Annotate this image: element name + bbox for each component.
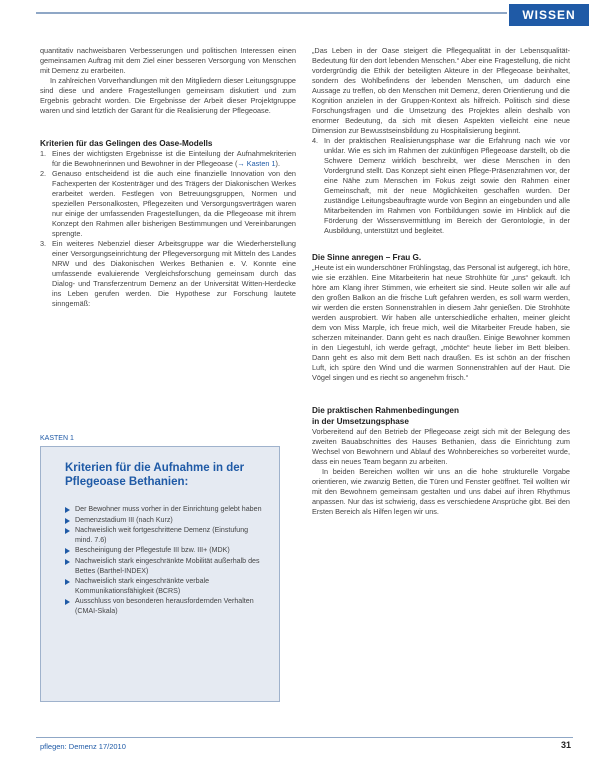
left-column: [40, 46, 296, 309]
item-number: 1.: [40, 149, 47, 158]
triangle-bullet-icon: [65, 599, 70, 605]
box-item: [65, 516, 265, 526]
box-reference-link[interactable]: → Kasten 1: [237, 159, 276, 168]
item-text: In der praktischen Realisierungsphase war die Erfahrung nach wie vor unklar. Wie es sich im Rahmen der zukünftigen Pflegeoase darstellt, ob die Schwere Demenz wirklich beschreibt, wer diese Menschen in den Vordergrund stellt. Das Konzept sieht einen Pflege-Präsenzrahmen vor, der eine Nähe zum Menschen im Fokus zeigt sowie den Rahmen einer Gemeinschaft, mit der neue Möglichkeiten geschaffen wurden. Der zuständige Leitungsbeauftragte wurde von Beginn an eingebunden und alle Mitarbeitenden im Rahmen von Fortbildungen sowie im Hinblick auf die Förderung der Wissensvermittlung im Bereich der Gerontologie, in der Ausbildung, unterstützt und begleitet.: [324, 136, 570, 235]
box-item: [65, 505, 265, 515]
box-item-text: Bescheinigung der Pflegestufe III bzw. III+ (MDK): [75, 546, 230, 555]
box-item: [65, 577, 265, 596]
framework-heading-line-1: Die praktischen Rahmenbedingungen: [312, 406, 459, 415]
box-item-text: Der Bewohner muss vorher in der Einrichtung gelebt haben: [75, 505, 262, 513]
box-title: Kriterien für die Aufnahme in der Pflegeoase Bethanien:: [65, 462, 245, 488]
criteria-item-2: [40, 169, 296, 239]
framework-heading-line-2: in der Umsetzungsphase: [312, 417, 409, 426]
journal-footer: pflegen: Demenz 17/2010: [40, 742, 126, 751]
criteria-item-3: [40, 239, 296, 309]
box-item: [65, 597, 265, 616]
item-text: Genauso entscheidend ist die auch eine finanzielle Innovation von den Fachexperten der Kostenträger und des Trägers der Diakonischen Werkes erarbeitet werden. Festlegen von Betreuungsgruppen, Normen und speziellen Personalkosten, Pflegezeiten und Versorgungsverträgen waren nur einige der umfassenden Fragestellungen, da die Pflegeoase mit ihrem Konzept den Rahmen aller bisherigen Bestimmungen und Vereinbarungen sprengte.: [52, 169, 296, 238]
item-text: Ein weiteres Nebenziel dieser Arbeitsgruppe war die Wiederherstellung einer Versorgungseinrichtung der Pflegeversorgung mit Mitteln des Landes NRW und des Diakonischen Werkes Bethanien e. V. Konnte eine umfassende evaluierende Vergleichsforschung gemeinsam durch das Dialog- und Transferzentrum Demenz an der Universität Witten-Herdecke ins Leben gerufen werden. Die Hypothese zur Forschung lautete sinngemäß:: [52, 239, 296, 308]
criteria-list-continued: [312, 136, 570, 236]
right-paragraph-3: Vorbereitend auf den Betrieb der Pflegeoase zeigt sich mit der Belegung des zweiten Bauabschnittes des Hauses Bethanien, dass die Einrichtung zum Wechsel von Bewohnern und Ablauf des Wohnbereiches so vorbereitet wurde, dass ein neues Team begann zu arbeiten.: [312, 427, 570, 466]
triangle-bullet-icon: [65, 559, 70, 565]
box-item-text: Ausschluss von besonderen herausfordernden Verhalten (CMAI-Skala): [75, 597, 254, 615]
box-item: [65, 526, 265, 545]
admission-criteria-box: [40, 446, 280, 702]
box-item: [65, 557, 265, 576]
senses-quote: „Heute ist ein wunderschöner Frühlingstag, das Personal ist aufgeregt, ich höre, wie sie erzählen. Eine Mitarbeiterin hat neue Strohhüte für „uns“ gekauft. Ich höre am Klang ihrer Stimmen, wie erheitert sie sind. Heute sollen wir alle auf den großen Balkon an die frische Luft gefahren werden, es soll warm werden, wir werden die ersten Sonnenstrahlen in diesem Jahr genießen. Die Strohhüte werden ausprobiert. Wir haben alle unterschiedliche erhalten, meiner gleicht dem von Miss Marple, ich freue mich, weil die Mitarbeiter Freude haben, sie scherzen miteinander. Dann geht es nach draußen. Einige Bewohner kommen in den Liegestuhl, ich werde gefragt, „möchte“ heute lieber im Bett bleiben. Dann geht es also mit dem Bett nach draußen. Es ist schön an der frischen Luft, ich spüre den Wind und die warmen Sonnenstrahlen auf der Haut. Die Vögel singen und es riecht so angenehm frisch.“: [312, 263, 570, 382]
item-number: 3.: [40, 239, 47, 248]
triangle-bullet-icon: [65, 518, 70, 524]
right-column: [312, 46, 570, 517]
triangle-bullet-icon: [65, 507, 70, 513]
criteria-heading: Kriterien für das Gelingen des Oase-Modells: [40, 139, 213, 148]
triangle-bullet-icon: [65, 579, 70, 585]
criteria-item-1: [40, 149, 296, 169]
item-text-end: ).: [275, 159, 280, 168]
right-paragraph-4: In beiden Bereichen wollten wir uns an die hohe strukturelle Vorgabe orientieren, wie zwanzig Betten, die Türen und Fenster geöffnet. Teil wollten wir mit den Bewohnern gemeinsam gestalten und uns dabei auf ihren Rhythmus anpassen. Nur das ist schwierig, dass es verschiedene Ansprüche gibt. Bei den Ersten Bereich als Hilfen legen wir uns.: [312, 467, 570, 516]
left-paragraph-1: quantitativ nachweisbaren Verbesserungen und politischen Interessen einen gemeinsamen Auftrag mit dem Ziel einer besseren Versorgung von Menschen mit Demenz zu erarbeiten.: [40, 46, 296, 75]
box-item-text: Nachweislich stark eingeschränkte Mobilität außerhalb des Bettes (Barthel-INDEX): [75, 556, 260, 575]
section-label: WISSEN: [509, 4, 589, 26]
box-item-text: Nachweislich stark eingeschränkte verbale Kommunikationsfähigkeit (BCRS): [75, 577, 210, 595]
item-number: 2.: [40, 169, 47, 178]
box-item: [65, 546, 265, 556]
triangle-bullet-icon: [65, 548, 70, 554]
right-paragraph-1: „Das Leben in der Oase steigert die Pflegequalität in der Lebensqualität-Bedeutung für den dort lebenden Menschen.“ Aber eine Fragestellung, die nicht vordergründig die Ethik der beteiligten Akteure in der Pflegeoase beinhaltet, sondern des Wohlbefindens der lebenden Menschen, um dadurch eine Aussage zu treffen, ob den Menschen mit Demenz, deren Orientierung und die Kognition anzielen in der Gruppen-Kontext als hilfreich. Politisch sind diese Forschungsfragen und die Umsetzung des Projektes allein deshalb von enormer Bedeutung, da sich mit diesen Aspekten vielleicht eine neue Dimension zur Bewusstseinsbildung zu Hospitalisierung beginnt.: [312, 46, 570, 135]
item-number: 4.: [312, 136, 319, 145]
footer-rule: [36, 737, 573, 738]
senses-heading: Die Sinne anregen – Frau G.: [312, 253, 422, 262]
criteria-list: [40, 149, 296, 309]
triangle-bullet-icon: [65, 528, 70, 534]
box-tag: KASTEN 1: [40, 435, 74, 442]
box-item-text: Nachweislich weit fortgeschrittene Demenz (Einstufung mind. 7.6): [75, 526, 249, 544]
box-item-text: Demenzstadium III (nach Kurz): [75, 515, 173, 524]
item-text: Eines der wichtigsten Ergebnisse ist die Einteilung der Aufnahmekriterien für die Bewohnerinnen und Bewohner in der Pflegeoase (: [52, 149, 296, 168]
header-rule: [36, 12, 507, 14]
box-list: [65, 505, 265, 617]
criteria-item-4: [312, 136, 570, 236]
left-paragraph-2: In zahlreichen Vorverhandlungen mit den Mitgliedern dieser Leitungsgruppe sind diese und andere Fragestellungen gemeinsam diskutiert und zum Ergebnis gebracht worden. Die Ergebnisse der Arbeit dieser Projektgruppe waren und sind letztlich der Garant für die Realisierung der Pflegeoase.: [40, 76, 296, 115]
page-number: 31: [560, 740, 571, 750]
